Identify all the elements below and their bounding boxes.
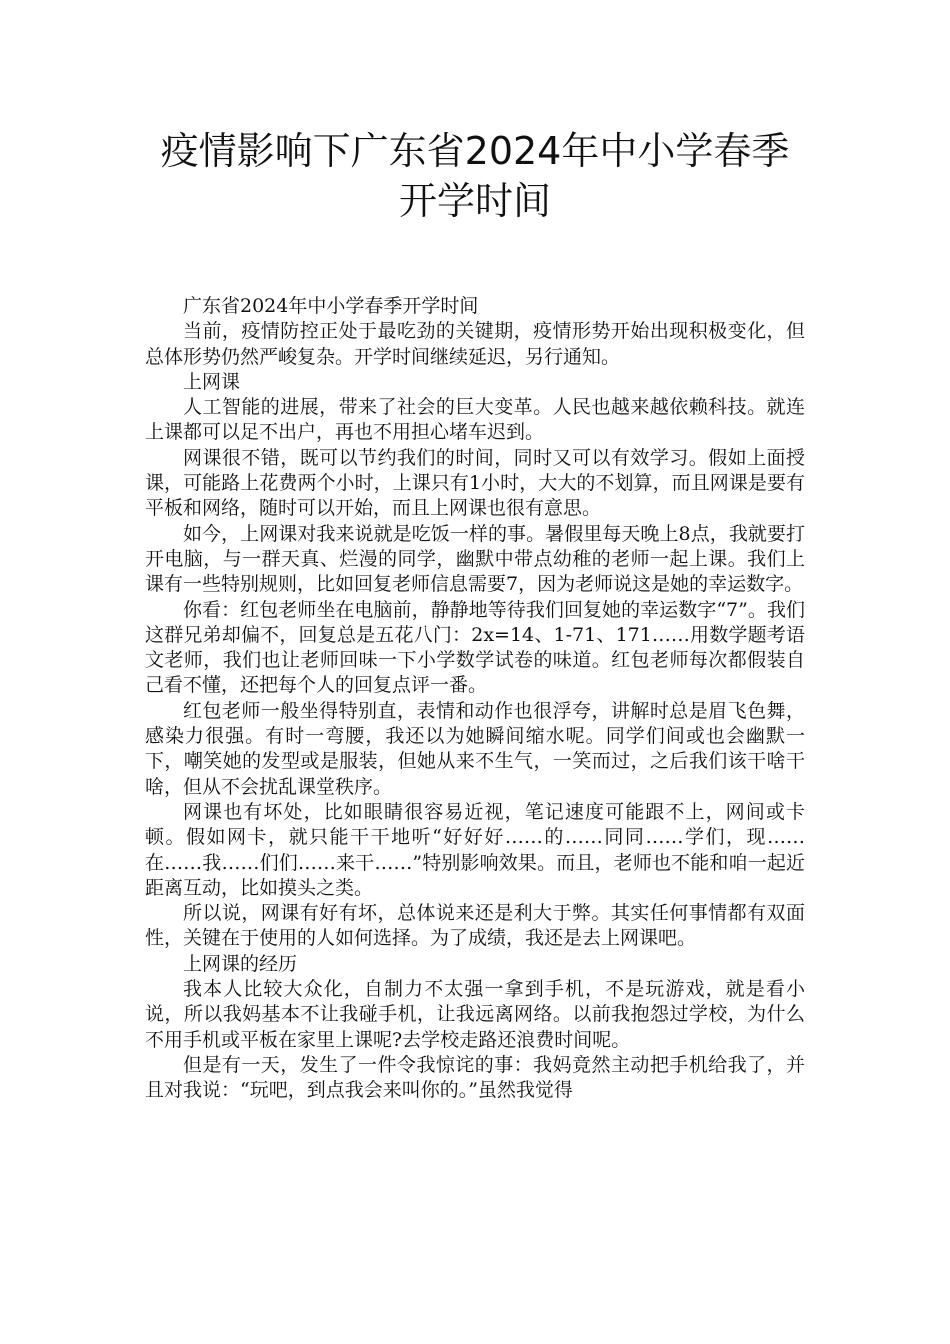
paragraph: 人工智能的进展，带来了社会的巨大变革。人民也越来越依赖科技。就连上课都可以足不出户，再也不用担心堵车迟到。 <box>145 396 805 444</box>
document-title <box>90 126 860 226</box>
paragraph: 但是有一天，发生了一件令我惊诧的事：我妈竟然主动把手机给我了，并且对我说：“玩吧，到点我会来叫你的。”虽然我觉得 <box>145 1053 805 1102</box>
paragraph: 红包老师一般坐得特别直，表情和动作也很浮夸，讲解时总是眉飞色舞，感染力很强。有时一弯腰，我还以为她瞬间缩水呢。同学们间或也会幽默一下，嘲笑她的发型或是服装，但她从来不生气，一笑而过，之后我们该干啥干啥，但从不会扰乱课堂秩序。 <box>145 699 805 798</box>
document-body <box>145 294 805 1104</box>
paragraph: 所以说，网课有好有坏，总体说来还是利大于弊。其实任何事情都有双面性，关键在于使用的人如何选择。为了成绩，我还是去上网课吧。 <box>145 902 805 950</box>
paragraph: 网课很不错，既可以节约我们的时间，同时又可以有效学习。假如上面授课，可能路上花费两个小时，上课只有1小时，大大的不划算，而且网课是要有平板和网络，随时可以开始，而且上网课也很有意思。 <box>145 446 805 520</box>
subtitle-paragraph: 广东省2024年中小学春季开学时间 <box>183 295 479 317</box>
title-line-2: 开学时间 <box>398 179 551 223</box>
paragraph: 我本人比较大众化，自制力不太强一拿到手机，不是玩游戏，就是看小说，所以我妈基本不让我碰手机，让我远离网络。以前我抱怨过学校，为什么不用手机或平板在家里上课呢?去学校走路还浪费时间呢。 <box>145 978 805 1051</box>
section-heading: 上网课 <box>183 370 241 393</box>
section-heading: 上网课的经历 <box>183 952 298 975</box>
paragraph: 网课也有坏处，比如眼睛很容易近视，笔记速度可能跟不上，网间或卡顿。假如网卡，就只能干干地听“好好好……的……同同……学们，现……在……我……们们……来干……”特别影响效果。而且，老师也不能和咱一起近距离互动，比如摸头之类。 <box>145 800 805 899</box>
paragraph: 当前，疫情防控正处于最吃劲的关键期，疫情形势开始出现积极变化，但总体形势仍然严峻复杂。开学时间继续延迟，另行通知。 <box>145 320 805 368</box>
paragraph: 你看：红包老师坐在电脑前，静静地等待我们回复她的幸运数字“7”。我们这群兄弟却偏不，回复总是五花八门：2x=14、1-71、171……用数学题考语文老师，我们也让老师回味一下小学数学试卷的味道。红包老师每次都假装自己看不懂，还把每个人的回复点评一番。 <box>145 598 805 697</box>
title-line-1: 疫情影响下广东省2024年中小学春季 <box>160 129 790 173</box>
paragraph: 如今，上网课对我来说就是吃饭一样的事。暑假里每天晚上8点，我就要打开电脑，与一群天真、烂漫的同学，幽默中带点幼稚的老师一起上课。我们上课有一些特别规则，比如回复老师信息需要7，因为老师说这是她的幸运数字。 <box>145 522 805 596</box>
